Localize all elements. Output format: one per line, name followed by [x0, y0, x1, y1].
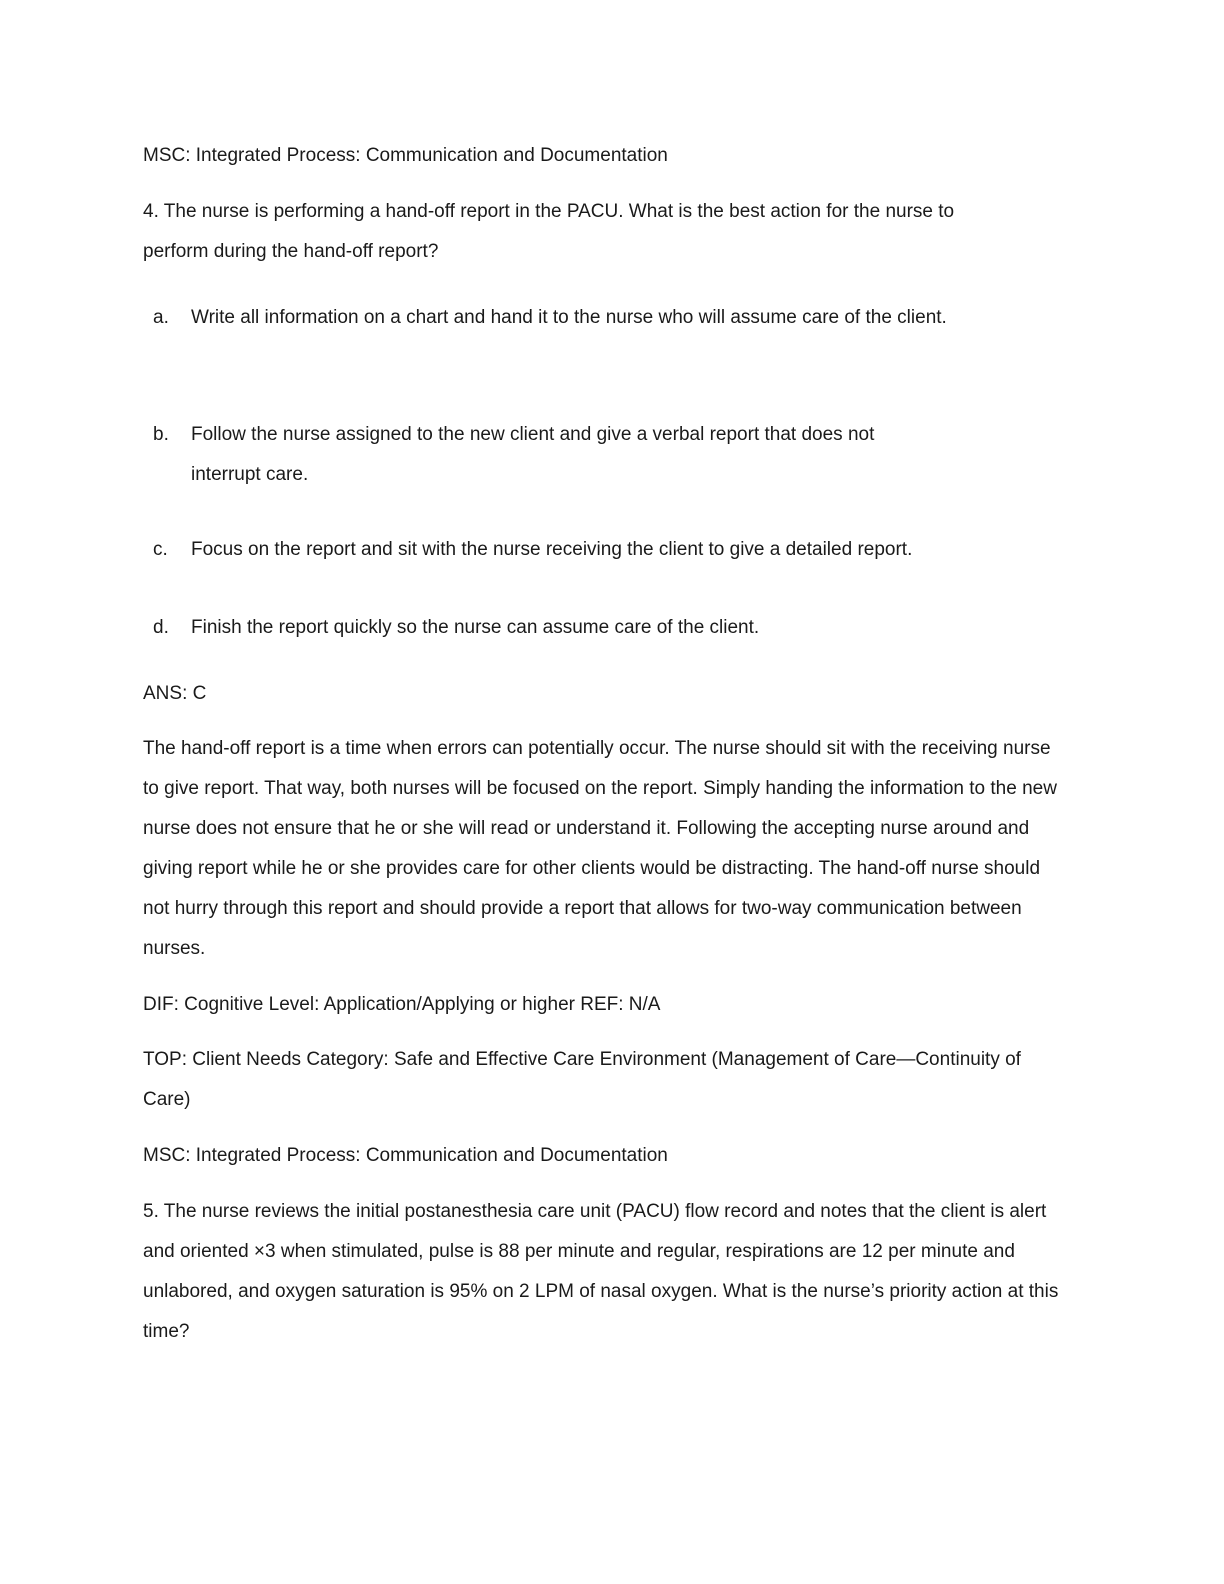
option-a-letter: a. [153, 307, 169, 328]
question-5-stem: 5. The nurse reviews the initial postanesthesia care unit (PACU) flow record and notes that the client is alert and oriented ×3 when stimulated, pulse is 88 per minute and regular, respirations are 12 per minute and unlabored, and oxygen saturation is 95% on 2 LPM of nasal oxygen. What is the nurse’s priority action at this time? [143, 1201, 1059, 1342]
option-c-text: Focus on the report and sit with the nurse receiving the client to give a detailed report. [191, 539, 913, 560]
rationale-paragraph: The hand-off report is a time when errors can potentially occur. The nurse should sit with the receiving nurse to give report. That way, both nurses will be focused on the report. Simply handing the information to the new nurse does not ensure that he or she will read or understand it. Following the accepting nurse around and giving report while he or she provides care for other clients would be distracting. The hand-off nurse should not hurry through this report and should provide a report that allows for two-way communication between nurses. [143, 738, 1057, 959]
dif-line: DIF: Cognitive Level: Application/Applying or higher REF: N/A [143, 994, 661, 1015]
option-b-text: Follow the nurse assigned to the new client and give a verbal report that does not interrupt care. [191, 424, 875, 485]
msc-line-top: MSC: Integrated Process: Communication and Documentation [143, 145, 668, 166]
top-line: TOP: Client Needs Category: Safe and Effective Care Environment (Management of Care—Continuity of Care) [143, 1049, 1021, 1110]
option-d-text: Finish the report quickly so the nurse can assume care of the client. [191, 617, 760, 638]
msc-line: MSC: Integrated Process: Communication and Documentation [143, 1145, 668, 1166]
option-a-text: Write all information on a chart and hand it to the nurse who will assume care of the client. [191, 307, 947, 328]
question-4-stem: 4. The nurse is performing a hand-off report in the PACU. What is the best action for the nurse to perform during the hand-off report? [143, 201, 955, 262]
option-d-letter: d. [153, 617, 169, 638]
answer-line: ANS: C [143, 683, 207, 704]
option-b-letter: b. [153, 424, 169, 445]
option-c-letter: c. [153, 539, 168, 560]
